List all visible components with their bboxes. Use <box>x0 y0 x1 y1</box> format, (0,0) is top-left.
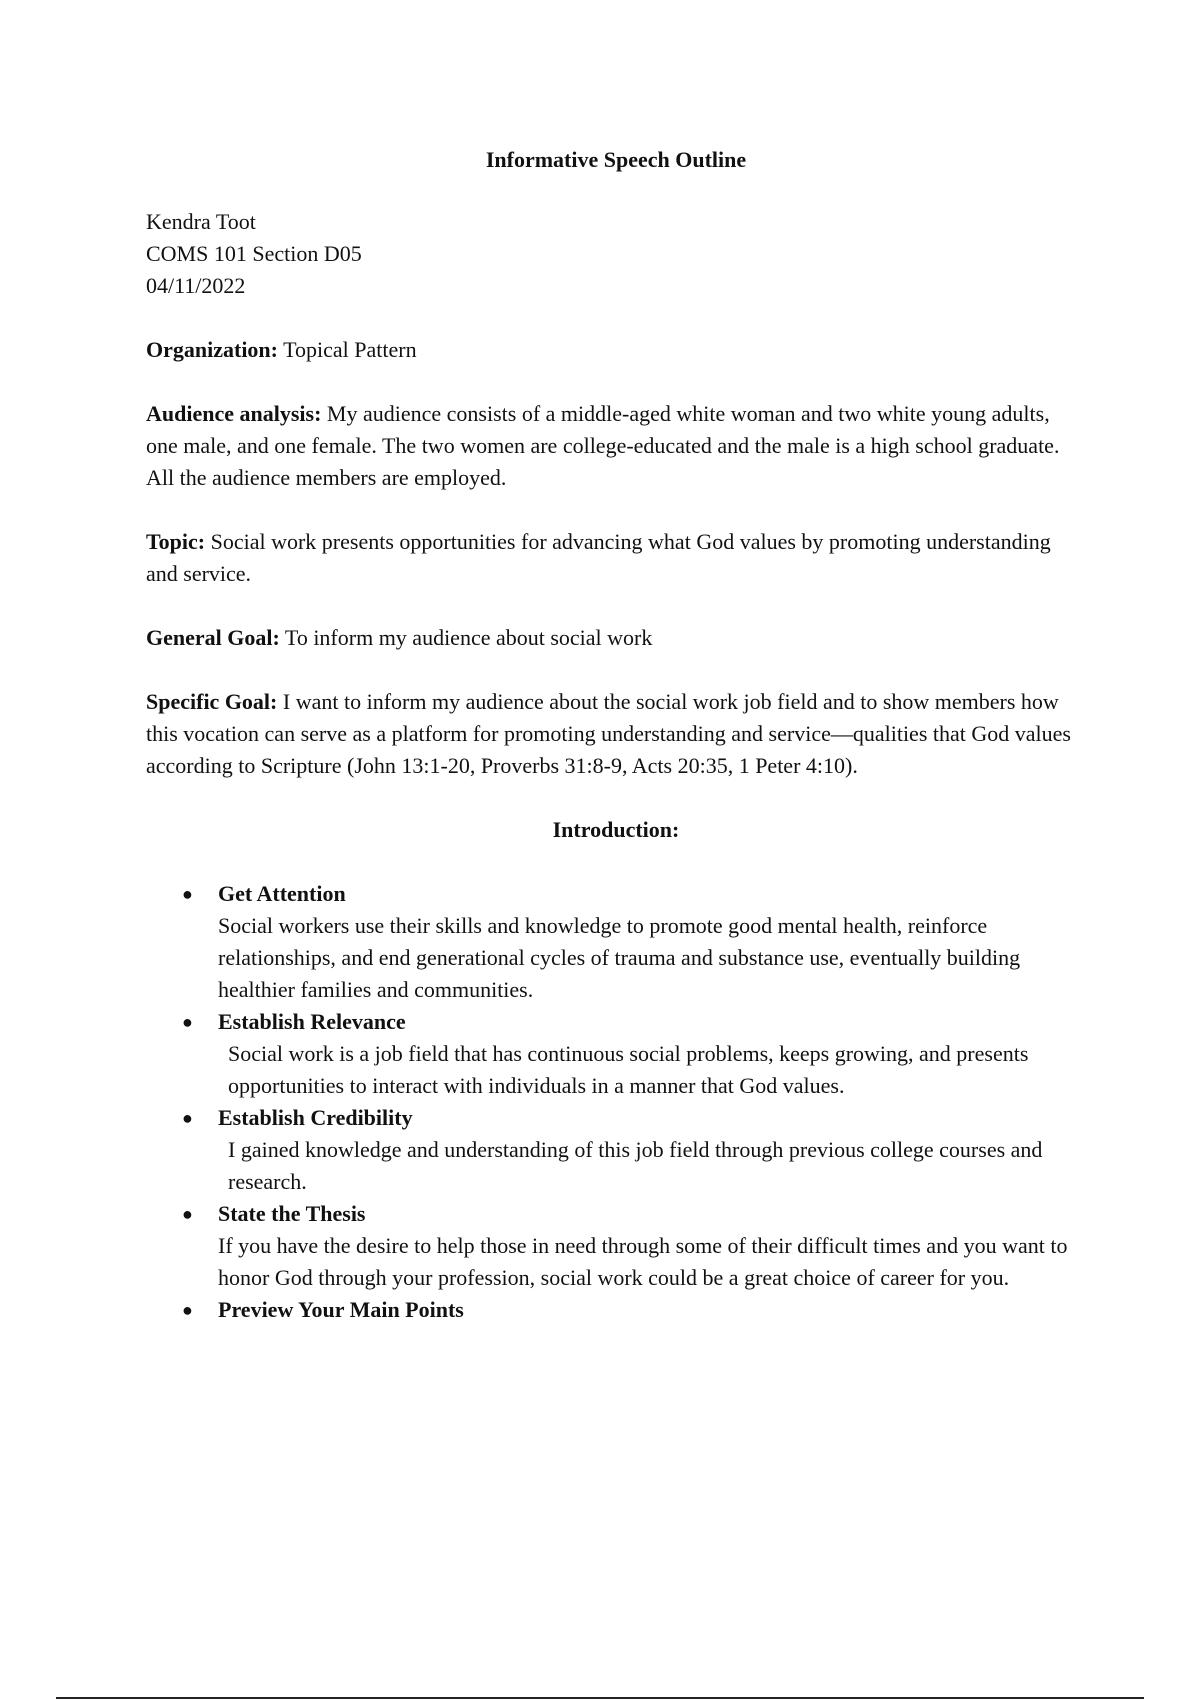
document-date: 04/11/2022 <box>146 273 246 298</box>
audience-analysis-field <box>146 398 1086 494</box>
general-goal-value: To inform my audience about social work <box>279 625 653 650</box>
course-section: COMS 101 Section D05 <box>146 241 362 266</box>
topic-value: Social work presents opportunities for advancing what God values by promoting understanding and service. <box>146 529 1051 586</box>
outline-item-body: If you have the desire to help those in need through some of their difficult times and you want to honor God through your profession, social work could be a great choice of career for you. <box>218 1233 1068 1290</box>
bullet-icon: ● <box>182 1300 193 1320</box>
outline-item-body: Social work is a job field that has continuous social problems, keeps growing, and presents opportunities to interact with individuals in a manner that God values. <box>228 1041 1029 1098</box>
specific-goal-value: I want to inform my audience about the social work job field and to show members how this vocation can serve as a platform for promoting understanding and service—qualities that God values according to Scripture (John 13:1-20, Proverbs 31:8-9, Acts 20:35, 1 Peter 4:10). <box>146 689 1071 778</box>
outline-item-establish-relevance <box>182 1006 1086 1102</box>
organization-value: Topical Pattern <box>278 337 417 362</box>
page-bottom-divider <box>56 1697 1144 1699</box>
outline-item-establish-credibility <box>182 1102 1086 1198</box>
bullet-icon: ● <box>182 884 193 904</box>
outline-item-title: State the Thesis <box>218 1201 366 1226</box>
specific-goal-field <box>146 686 1086 782</box>
outline-item-title: Preview Your Main Points <box>218 1297 464 1322</box>
bullet-icon: ● <box>182 1204 193 1224</box>
outline-item-body: Social workers use their skills and knowledge to promote good mental health, reinforce relationships, and end generational cycles of trauma and substance use, eventually building healthier families and communities. <box>218 913 1021 1002</box>
outline-item-preview-main-points <box>182 1294 1086 1326</box>
topic-field <box>146 526 1086 590</box>
introduction-outline <box>146 878 1086 1326</box>
bullet-icon: ● <box>182 1108 193 1128</box>
organization-field <box>146 334 1086 366</box>
outline-item-get-attention <box>182 878 1086 1006</box>
outline-item-title: Establish Relevance <box>218 1009 406 1034</box>
document-content <box>146 144 1086 1326</box>
outline-item-title: Establish Credibility <box>218 1105 413 1130</box>
topic-label: Topic: <box>146 529 206 554</box>
outline-item-title: Get Attention <box>218 881 346 906</box>
audience-analysis-label: Audience analysis: <box>146 401 322 426</box>
organization-label: Organization: <box>146 337 278 362</box>
bullet-icon: ● <box>182 1012 193 1032</box>
outline-item-body: I gained knowledge and understanding of this job field through previous college courses and research. <box>228 1137 1043 1194</box>
document-title: Informative Speech Outline <box>485 147 747 172</box>
author-block <box>146 206 1086 302</box>
general-goal-field <box>146 622 1086 654</box>
author-name: Kendra Toot <box>146 209 256 234</box>
specific-goal-label: Specific Goal: <box>146 689 278 714</box>
general-goal-label: General Goal: <box>146 625 280 650</box>
introduction-heading: Introduction: <box>552 817 680 842</box>
outline-item-state-thesis <box>182 1198 1086 1294</box>
audience-analysis-value: My audience consists of a middle-aged white woman and two white young adults, one male, and one female. The two women are college-educated and the male is a high school graduate. All the audience members are employed. <box>146 401 1060 490</box>
